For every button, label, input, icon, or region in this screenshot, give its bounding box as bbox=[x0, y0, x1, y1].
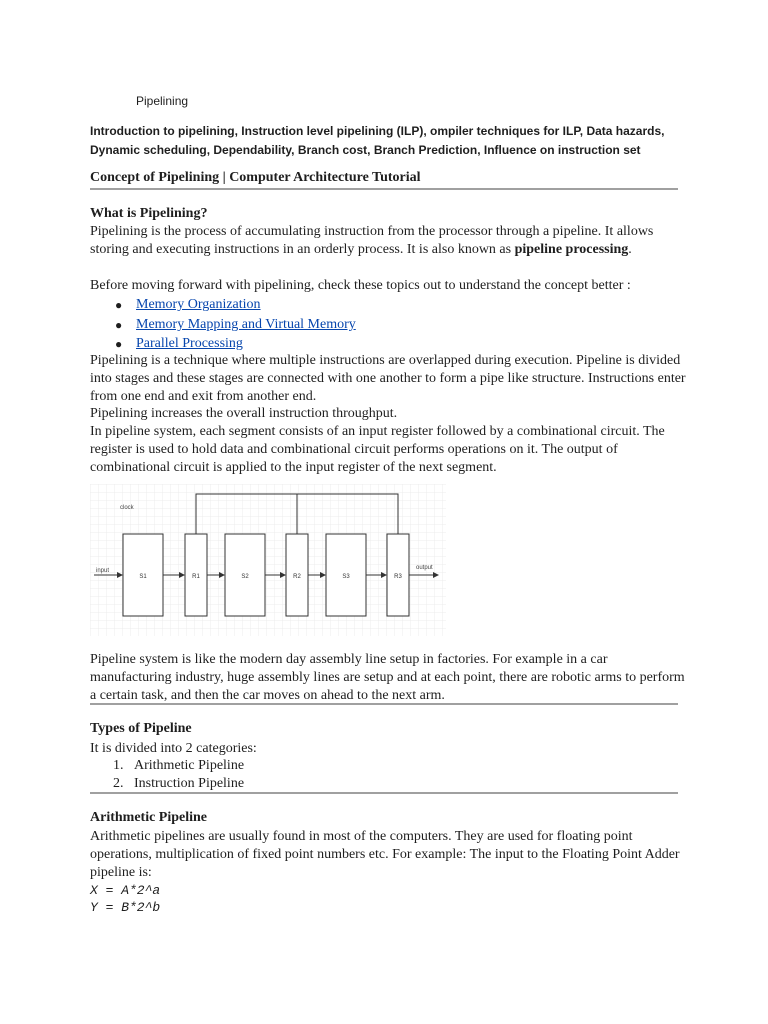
code-line-x: X = A*2^a bbox=[90, 883, 161, 898]
assembly-divider bbox=[90, 703, 678, 705]
technique-paragraph: Pipelining is a technique where multiple instructions are overlapped during execution. Pipeline is divided into stages and these stages are connected with one another to form a pipe like structure. Instructions enter from one end and exit from another end. bbox=[90, 353, 686, 404]
list-number: 1. bbox=[113, 758, 124, 773]
segment-paragraph: In pipeline system, each segment consists of an input register followed by a combinational circuit. The register is used to hold data and combinational circuit performs operations on it. The output of combinational circuit is applied to the input register of the next segment. bbox=[90, 424, 665, 475]
title-divider bbox=[90, 188, 678, 190]
list-item bbox=[113, 757, 244, 775]
intro-end: . bbox=[628, 242, 632, 257]
link-parallel-processing[interactable]: Parallel Processing bbox=[136, 336, 243, 351]
bullet-icon: ● bbox=[115, 318, 123, 332]
type-instruction: Instruction Pipeline bbox=[134, 776, 245, 791]
arithmetic-heading: Arithmetic Pipeline bbox=[90, 810, 208, 825]
type-arithmetic: Arithmetic Pipeline bbox=[134, 758, 245, 773]
stage-s3-label: S3 bbox=[342, 574, 350, 580]
types-intro: It is divided into 2 categories: bbox=[90, 741, 257, 756]
what-is-heading: What is Pipelining? bbox=[90, 206, 208, 221]
intro-paragraph bbox=[90, 223, 690, 259]
register-r2-label: R2 bbox=[293, 574, 301, 580]
types-divider bbox=[90, 792, 678, 794]
output-label: output bbox=[416, 565, 433, 571]
bullet-icon: ● bbox=[115, 298, 123, 312]
input-label: input bbox=[96, 568, 110, 574]
document-title: Pipelining bbox=[136, 94, 189, 108]
assembly-paragraph: Pipeline system is like the modern day assembly line setup in factories. For example in a car manufacturing industry, huge assembly lines are setup and at each point, there are robotic arms to perform a certain task, and then the car moves on ahead to the next arm. bbox=[90, 652, 685, 703]
types-heading: Types of Pipeline bbox=[90, 721, 192, 736]
article-title: Concept of Pipelining | Computer Architecture Tutorial bbox=[90, 170, 421, 185]
register-r3-label: R3 bbox=[394, 574, 402, 580]
intro-text: Pipelining is the process of accumulating instruction from the processor through a pipeline. It allows storing and executing instructions in an orderly process. It is also known as bbox=[90, 224, 654, 257]
register-r1-label: R1 bbox=[192, 574, 200, 580]
link-memory-mapping[interactable]: Memory Mapping and Virtual Memory bbox=[136, 317, 356, 332]
list-item bbox=[113, 775, 244, 793]
list-number: 2. bbox=[113, 776, 124, 791]
pipeline-diagram bbox=[90, 484, 446, 636]
topics-list: Introduction to pipelining, Instruction level pipelining (ILP), ompiler techniques for ILP, Data hazards, Dynamic scheduling, Dependability, Branch cost, Branch Prediction, Influence on instruction set bbox=[90, 124, 665, 157]
clock-label: clock bbox=[120, 505, 134, 511]
intro-bold-term: pipeline processing bbox=[514, 242, 629, 257]
stage-s1-label: S1 bbox=[139, 574, 147, 580]
arithmetic-paragraph: Arithmetic pipelines are usually found in most of the computers. They are used for floating point operations, multiplication of fixed point numbers etc. For example: The input to the Floating Point Adder pipeline is: bbox=[90, 829, 680, 880]
code-line-y: Y = B*2^b bbox=[90, 900, 161, 915]
throughput-paragraph: Pipelining increases the overall instruction throughput. bbox=[90, 406, 398, 421]
link-memory-organization[interactable]: Memory Organization bbox=[136, 297, 261, 312]
bullet-icon: ● bbox=[115, 337, 123, 351]
before-links-text: Before moving forward with pipelining, check these topics out to understand the concept better : bbox=[90, 278, 631, 293]
stage-s2-label: S2 bbox=[241, 574, 249, 580]
